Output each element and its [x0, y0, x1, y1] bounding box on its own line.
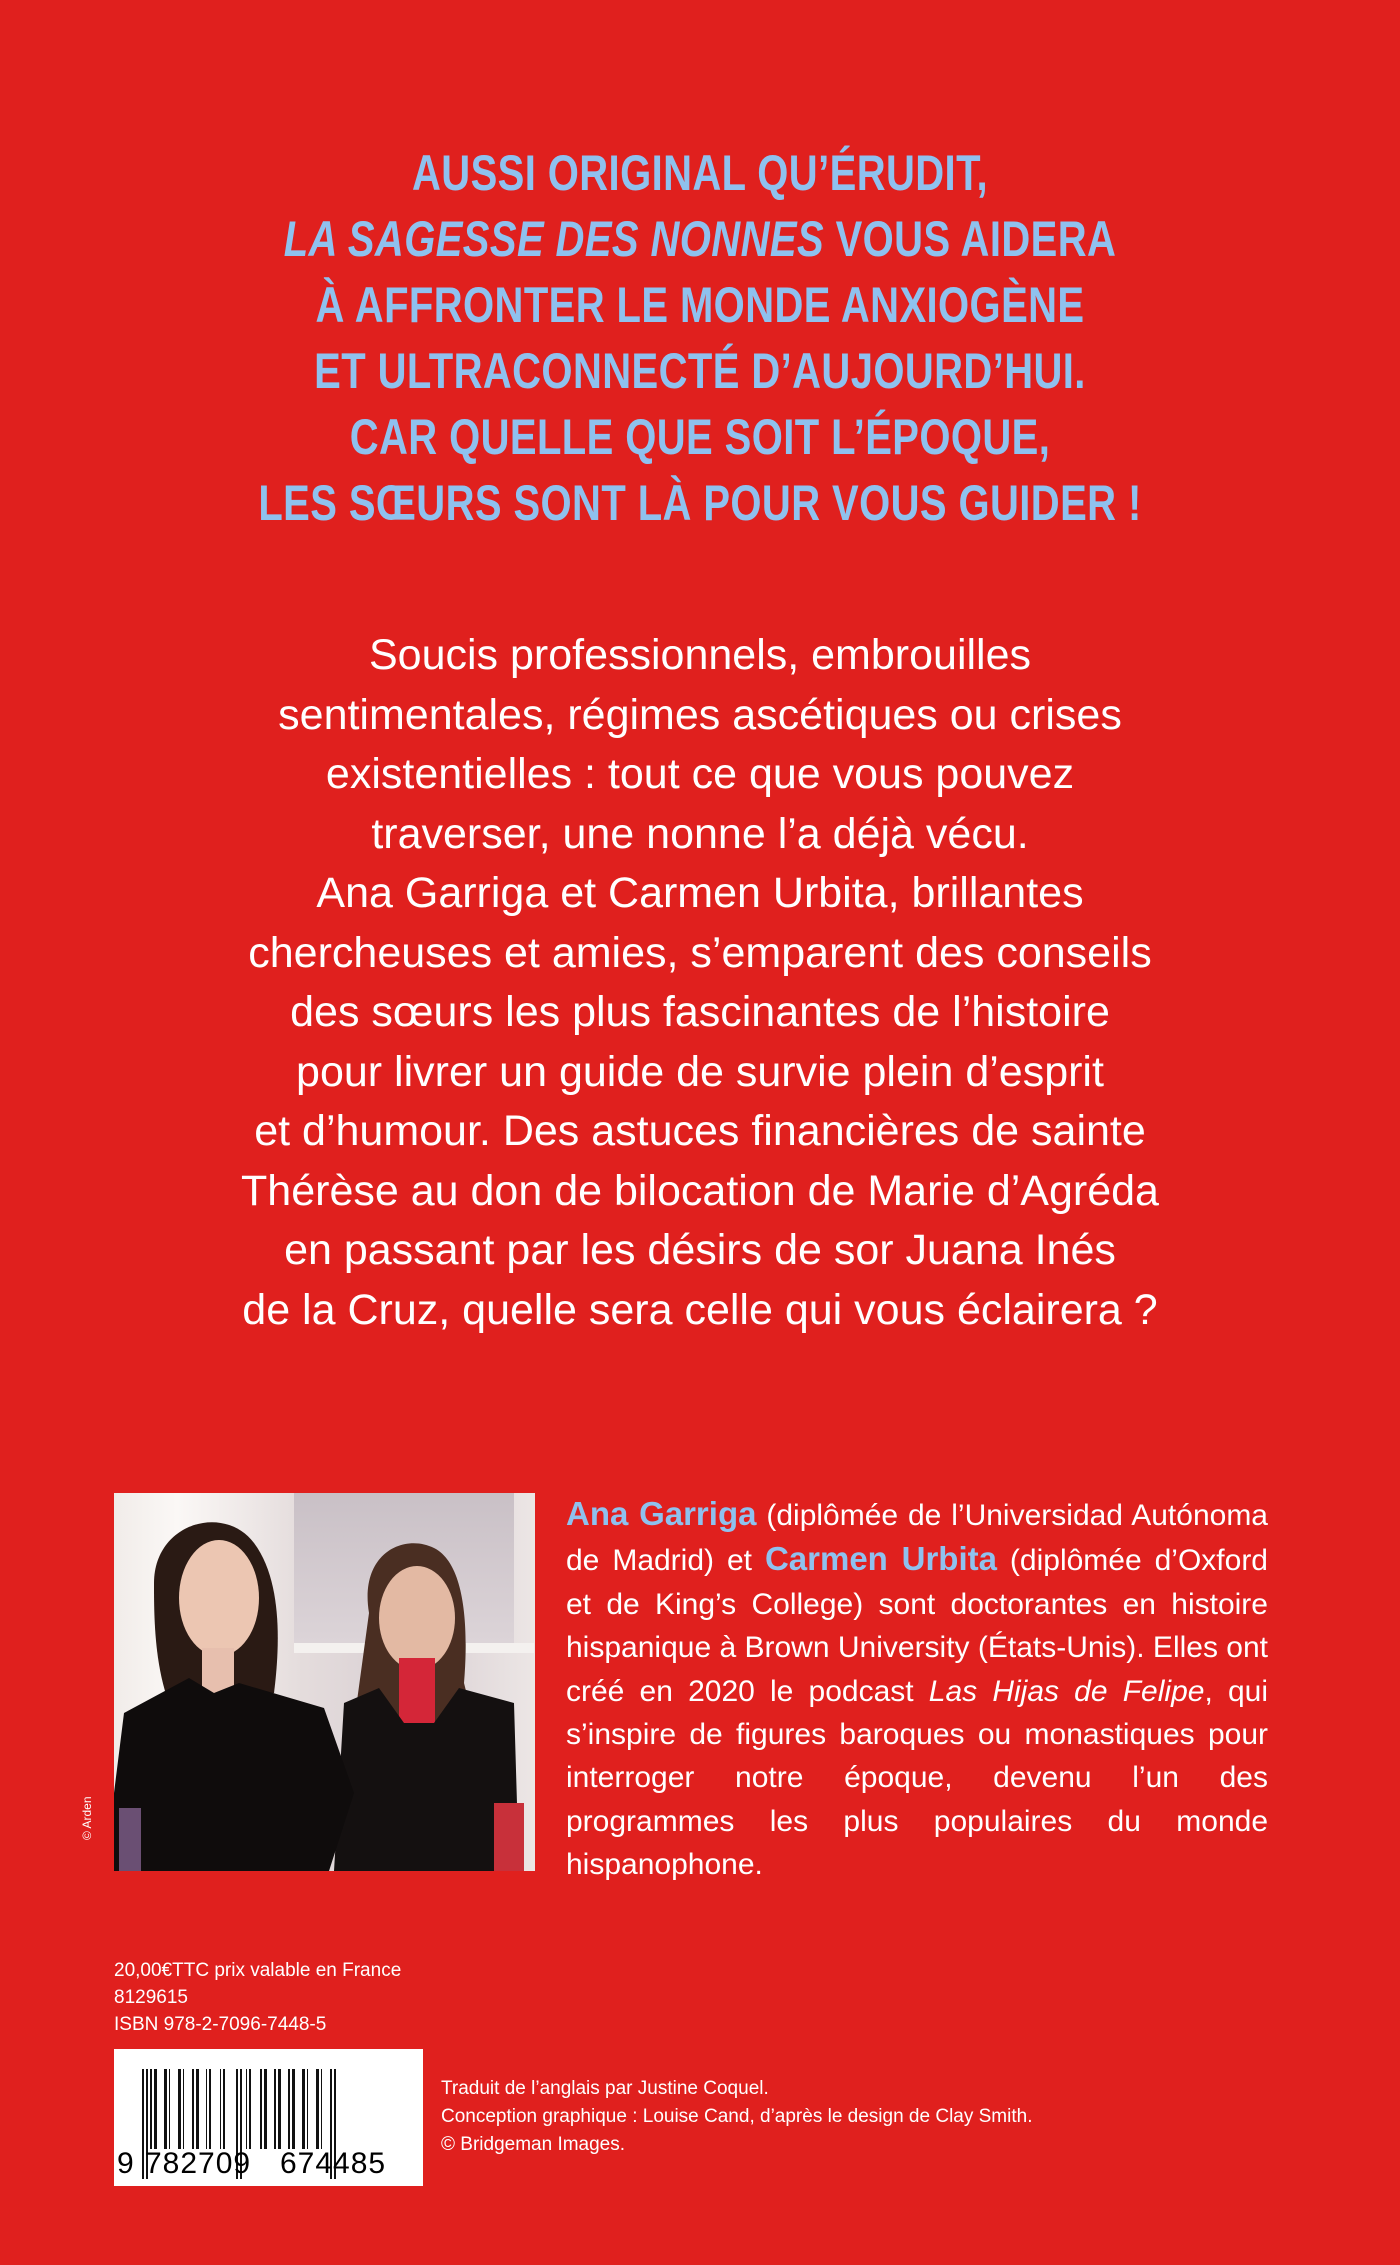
translation-credit: Traduit de l’anglais par Justine Coquel.	[441, 2078, 769, 2099]
barcode-bar	[142, 2069, 144, 2179]
blurb-line: Thérèse au don de bilocation de Marie d’Agréda	[241, 1166, 1159, 1215]
photo-figures	[114, 1493, 535, 1871]
blurb-line: Soucis professionnels, embrouilles	[368, 631, 1032, 679]
barcode-bar	[316, 2069, 319, 2149]
tagline	[0, 140, 1400, 536]
blurb-line: chercheuses et amies, s’emparent des conseils	[248, 928, 1152, 977]
blurb-line: pour livrer un guide de survie plein d’esprit	[296, 1047, 1104, 1096]
blurb-line: traverser, une nonne l’a déjà vécu.	[371, 809, 1029, 858]
barcode-bar	[264, 2069, 267, 2149]
blurb-line: de la Cruz, quelle sera celle qui vous éclairera ?	[242, 1285, 1158, 1334]
barcode-digit-first: 9	[117, 2147, 134, 2180]
barcode-bar	[209, 2069, 211, 2149]
author-bio: Ana Garriga (diplômée de l’Universidad Autónoma de Madrid) et Carmen Urbita (diplômée d’Oxford et de King’s College) sont doctorantes en histoire hispanique à Brown University (États-Unis). Elles ont créé en 2020 le podcast Las Hijas de Felipe, qui s’inspire de figures baroques ou monastiques pour interroger notre époque, devenu l’un des programmes les plus populaires du monde hispanophone.	[566, 1495, 1268, 1882]
barcode-bar	[196, 2069, 199, 2149]
barcode-bar	[302, 2069, 305, 2149]
tagline-line: AUSSI ORIGINAL QU’ÉRUDIT,	[412, 145, 988, 201]
barcode-digits-right: 674485	[280, 2147, 387, 2180]
blurb-line: et d’humour. Des astuces financières de sainte	[254, 1107, 1146, 1155]
blurb-line: existentielles : tout ce que vous pouvez	[325, 750, 1075, 798]
barcode-bar	[150, 2069, 152, 2149]
tagline-line: À AFFRONTER LE MONDE ANXIOGÈNE	[315, 277, 1085, 333]
credits	[441, 2075, 1032, 2159]
barcode-bar	[292, 2069, 295, 2149]
barcode-bar	[206, 2069, 207, 2149]
barcode-bar	[154, 2069, 157, 2149]
blurb-line: Ana Garriga et Carmen Urbita, brillantes	[316, 869, 1084, 917]
barcode-bar	[169, 2069, 170, 2149]
barcode-bar	[260, 2069, 262, 2149]
barcode-bar	[321, 2069, 322, 2149]
tagline-line: ET ULTRACONNECTÉ D’AUJOURD’HUI.	[314, 343, 1086, 399]
barcode-digits-left: 782709	[145, 2147, 252, 2180]
tagline-line: LA SAGESSE DES NONNES VOUS AIDERA	[283, 211, 1117, 267]
barcode-bar	[183, 2069, 184, 2149]
barcode-bar	[274, 2069, 276, 2149]
price: 20,00€TTC prix valable en France	[114, 1960, 402, 1981]
book-title: LA SAGESSE DES NONNES	[283, 211, 825, 267]
barcode-bar	[164, 2069, 167, 2149]
barcode-bar	[192, 2069, 194, 2149]
price-info	[114, 1957, 401, 2038]
author-name: Carmen Urbita	[764, 1540, 997, 1578]
barcode-bar	[178, 2069, 181, 2149]
author-photo	[114, 1493, 535, 1871]
barcode-bar	[307, 2069, 308, 2149]
design-credit: Conception graphique : Louise Cand, d’après le design de Clay Smith.	[441, 2106, 1033, 2127]
barcode-bar	[249, 2069, 251, 2149]
barcode-bar	[223, 2069, 225, 2149]
barcode-bar	[288, 2069, 290, 2149]
barcode-bar	[278, 2069, 281, 2149]
blurb-line: en passant par les désirs de sor Juana Inés	[284, 1226, 1116, 1274]
author-name: Ana Garriga	[566, 1495, 757, 1532]
blurb-line: des sœurs les plus fascinantes de l’histoire	[290, 988, 1110, 1036]
photo-credit: © Arden	[80, 1796, 94, 1840]
barcode-bar	[220, 2069, 221, 2149]
image-credit: © Bridgeman Images.	[441, 2134, 626, 2155]
barcode	[114, 2049, 423, 2186]
podcast-title: Las Hijas de Felipe	[928, 1674, 1205, 1708]
barcode-bar	[246, 2069, 247, 2149]
product-code: 8129615	[114, 1987, 188, 2008]
isbn: ISBN 978-2-7096-7448-5	[114, 2014, 327, 2035]
tagline-line: LES SŒURS SONT LÀ POUR VOUS GUIDER !	[258, 475, 1142, 531]
blurb-line: sentimentales, régimes ascétiques ou crises	[278, 690, 1122, 739]
blurb	[0, 626, 1400, 1340]
tagline-line: CAR QUELLE QUE SOIT L’ÉPOQUE,	[349, 409, 1051, 465]
